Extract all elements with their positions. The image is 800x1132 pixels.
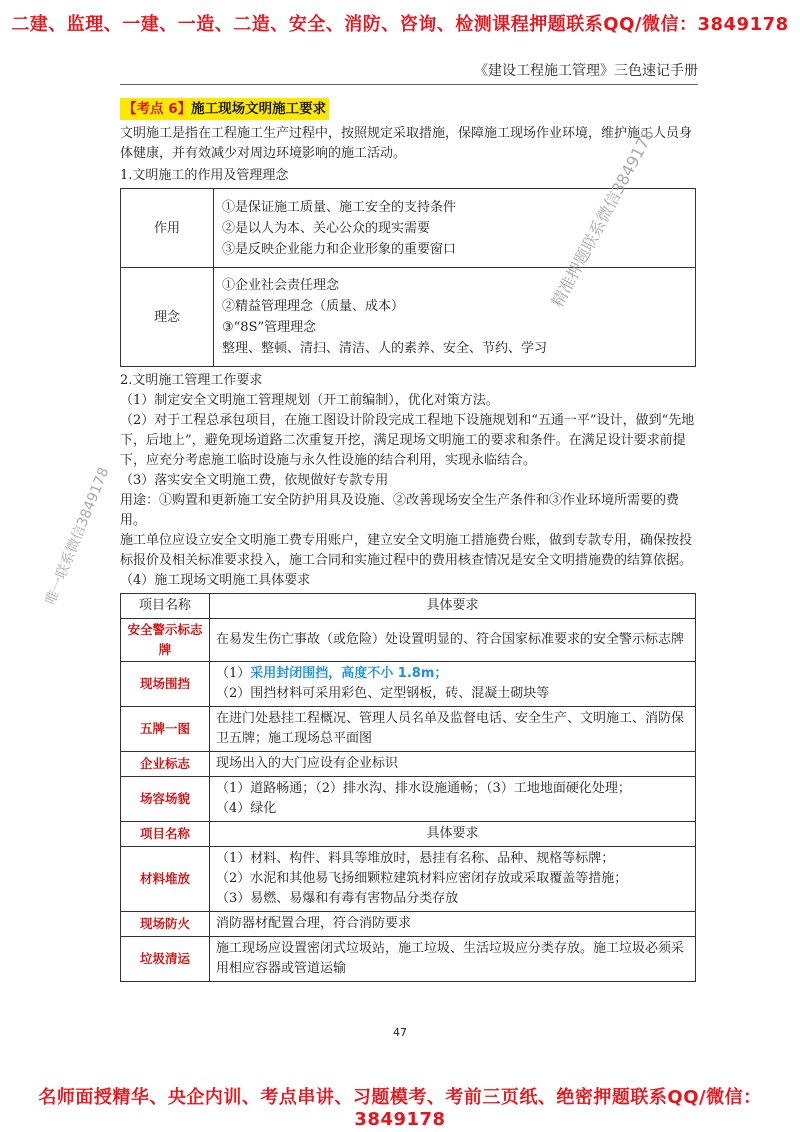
section-1-title: 1.文明施工的作用及管理理念 <box>120 168 289 183</box>
requirement-4: （4）施工现场文明施工具体要求 <box>120 573 311 588</box>
list-item: （4）绿化 <box>216 801 277 816</box>
item-requirement <box>210 662 696 707</box>
row-label-concept: 理念 <box>121 268 214 367</box>
kaodian-tag: 【考点 6】 <box>123 101 192 117</box>
fee-usage: 用途：①购置和更新施工安全防护用具及设施、②改善现场安全生产条件和③作业环境所需要的费用。 <box>120 493 680 528</box>
list-item <box>216 664 689 684</box>
table-row <box>121 752 696 777</box>
table-row <box>121 777 696 822</box>
item-name: 材料堆放 <box>121 847 210 912</box>
list-item: ②是以人为本、关心公众的现实需要 <box>222 220 431 236</box>
page-content <box>120 98 696 982</box>
page-header-title: 《建设工程施工管理》三色速记手册 <box>474 63 698 79</box>
item-requirement: 施工现场应设置密闭式垃圾站，施工垃圾、生活垃圾应分类存放。施工垃圾必须采用相应容器或管道运输 <box>210 937 696 982</box>
item-requirement <box>210 777 696 822</box>
table-header-row <box>121 822 696 847</box>
watermark: 唯一联系微信3849178 <box>42 465 113 608</box>
item-requirement: 消防器材配置合理，符合消防要求 <box>210 912 696 937</box>
table-row <box>121 847 696 912</box>
highlight-text: 采用封闭围挡，高度不小 1.8m； <box>250 666 448 681</box>
row-label-role: 作用 <box>121 189 214 268</box>
bottom-contact-banner: 名师面授精华、央企内训、考点串讲、习题模考、考前三页纸、绝密押题联系QQ/微信：3849178 <box>38 1087 762 1130</box>
table-header-row <box>121 594 696 619</box>
kaodian-heading <box>120 98 329 120</box>
row-content-concept <box>214 268 696 367</box>
page-number: 47 <box>393 1026 407 1039</box>
list-item: ①是保证施工质量、施工安全的支持条件 <box>222 199 457 215</box>
item-requirement: 在进门处悬挂工程概况、管理人员名单及监督电话、安全生产、文明施工、消防保卫五牌；施工现场总平面图 <box>210 707 696 752</box>
list-item: ②精益管理理念（质量、成本） <box>222 299 405 314</box>
column-header-name: 项目名称 <box>121 822 210 847</box>
kaodian-title: 施工现场文明施工要求 <box>191 101 327 117</box>
list-item: （2）围挡材料可采用彩色、定型钢板，砖、混凝土砌块等 <box>216 686 550 701</box>
list-item: ①企业社会责任理念 <box>222 278 340 293</box>
list-item: 整理、整顿、清扫、清洁、人的素养、安全、节约、学习 <box>222 341 548 356</box>
table-row <box>121 662 696 707</box>
list-item: （3）易燃、易爆和有毒有害物品分类存放 <box>216 891 459 906</box>
header-divider <box>120 84 698 85</box>
item-name: 安全警示标志牌 <box>121 619 210 662</box>
site-requirements-table <box>120 593 696 982</box>
list-item: （1）材料、构件、料具等堆放时，悬挂有名称、品种、规格等标牌； <box>216 851 615 866</box>
list-item: （1）道路畅通；（2）排水沟、排水设施通畅；（3）工地地面硬化处理； <box>216 781 631 796</box>
section-2-title: 2.文明施工管理工作要求 <box>120 373 263 388</box>
intro-paragraph: 文明施工是指在工程施工生产过程中，按照规定采取措施，保障施工现场作业环境，维护施工人员身体健康，并有效减少对周边环境影响的施工活动。 <box>120 126 693 161</box>
fee-account: 施工单位应设立安全文明施工费专用账户，建立安全文明施工措施费台账，做到专款专用，确保按投标报价及相关标准要求投入，施工合同和实施过程中的费用核查情况是安全文明措施费的结算依据。 <box>120 533 693 568</box>
table-row <box>121 707 696 752</box>
item-requirement: 现场出入的大门应设有企业标识 <box>210 752 696 777</box>
item-name: 垃圾清运 <box>121 937 210 982</box>
table-row <box>121 268 696 367</box>
table-row <box>121 937 696 982</box>
requirement-2: （2）对于工程总承包项目，在施工图设计阶段完成工程地下设施规划和“五通一平”设计，做到“先地下，后地上”，避免现场道路二次重复开挖，满足现场文明施工的要求和条件。在满足设计要求前提下，应充分考虑施工临时设施与永久性设施的结合利用，实现永临结合。 <box>120 413 695 468</box>
list-item: （2）水泥和其他易飞扬细颗粒建筑材料应密闭存放或采取覆盖等措施； <box>216 871 628 886</box>
item-name: 场容场貌 <box>121 777 210 822</box>
table-row <box>121 619 696 662</box>
requirement-3: （3）落实安全文明施工费，依规做好专款专用 <box>120 473 389 488</box>
top-contact-banner: 二建、监理、一建、一造、二造、安全、消防、咨询、检测课程押题联系QQ/微信：3849178 <box>11 14 789 35</box>
item-requirement <box>210 847 696 912</box>
item-name: 现场防火 <box>121 912 210 937</box>
item-requirement: 在易发生伤亡事故（或危险）处设置明显的、符合国家标准要求的安全警示标志牌 <box>210 619 696 662</box>
watermark: 精准押题联系微信3849178 <box>547 125 658 311</box>
requirement-1: （1）制定安全文明施工管理规划（开工前编制），优化对策方法。 <box>120 393 499 408</box>
column-header-requirement: 具体要求 <box>210 594 696 619</box>
list-prefix: （1） <box>216 666 251 681</box>
item-name: 现场围挡 <box>121 662 210 707</box>
table-row <box>121 912 696 937</box>
column-header-name: 项目名称 <box>121 594 210 619</box>
list-item: ③是反映企业能力和企业形象的重要窗口 <box>222 241 457 257</box>
column-header-requirement: 具体要求 <box>210 822 696 847</box>
list-item: ③“8S”管理理念 <box>222 320 317 335</box>
item-name: 五牌一图 <box>121 707 210 752</box>
item-name: 企业标志 <box>121 752 210 777</box>
